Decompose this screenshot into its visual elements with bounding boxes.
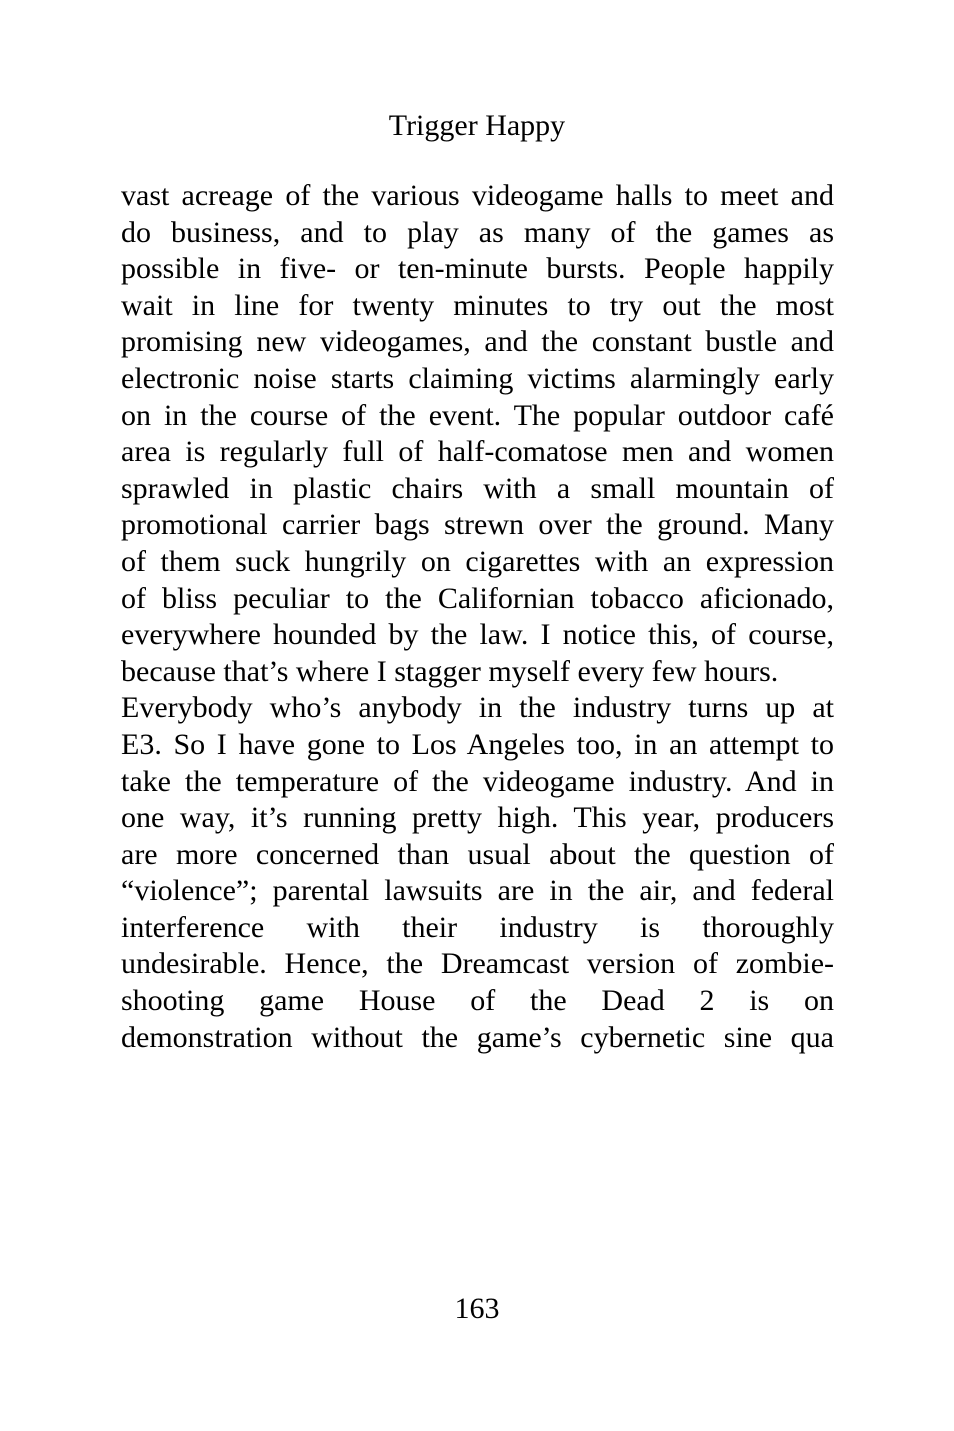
text-line: electronic noise starts claiming victims alarmingly early: [121, 361, 834, 395]
text-line: shooting game House of the Dead 2 is on: [121, 984, 834, 1018]
text-line: are more concerned than usual about the question of: [121, 837, 834, 871]
body-text: [121, 178, 834, 1056]
running-header: Trigger Happy: [388, 109, 566, 142]
text-line: demonstration without the game’s cybernetic sine qua: [121, 1020, 834, 1054]
text-line: of them suck hungrily on cigarettes with an expression: [121, 544, 834, 578]
text-line: one way, it’s running pretty high. This year, producers: [121, 801, 834, 835]
text-line: promising new videogames, and the constant bustle and: [121, 325, 834, 359]
text-line: because that’s where I stagger myself every few hours.: [121, 654, 779, 688]
text-line: undesirable. Hence, the Dreamcast version of zombie-: [121, 947, 834, 981]
text-line: do business, and to play as many of the games as: [121, 215, 834, 249]
text-line: E3. So I have gone to Los Angeles too, in an attempt to: [121, 727, 834, 761]
text-line: everywhere hounded by the law. I notice this, of course,: [121, 618, 834, 652]
text-line: wait in line for twenty minutes to try out the most: [121, 288, 834, 322]
text-line: area is regularly full of half-comatose men and women: [121, 435, 834, 469]
text-line: take the temperature of the videogame industry. And in: [121, 764, 834, 798]
text-line: interference with their industry is thoroughly: [121, 910, 834, 944]
page-number: 163: [454, 1292, 500, 1325]
text-line: possible in five- or ten-minute bursts. People happily: [121, 252, 834, 286]
text-line: of bliss peculiar to the Californian tobacco aficionado,: [121, 581, 834, 615]
text-line: on in the course of the event. The popular outdoor café: [121, 398, 834, 432]
text-line: Everybody who’s anybody in the industry turns up at: [121, 691, 834, 725]
text-line: “violence”; parental lawsuits are in the air, and federal: [121, 874, 834, 908]
text-line: promotional carrier bags strewn over the ground. Many: [121, 508, 834, 542]
text-line: vast acreage of the various videogame halls to meet and: [121, 179, 834, 212]
text-line: sprawled in plastic chairs with a small mountain of: [121, 471, 834, 505]
